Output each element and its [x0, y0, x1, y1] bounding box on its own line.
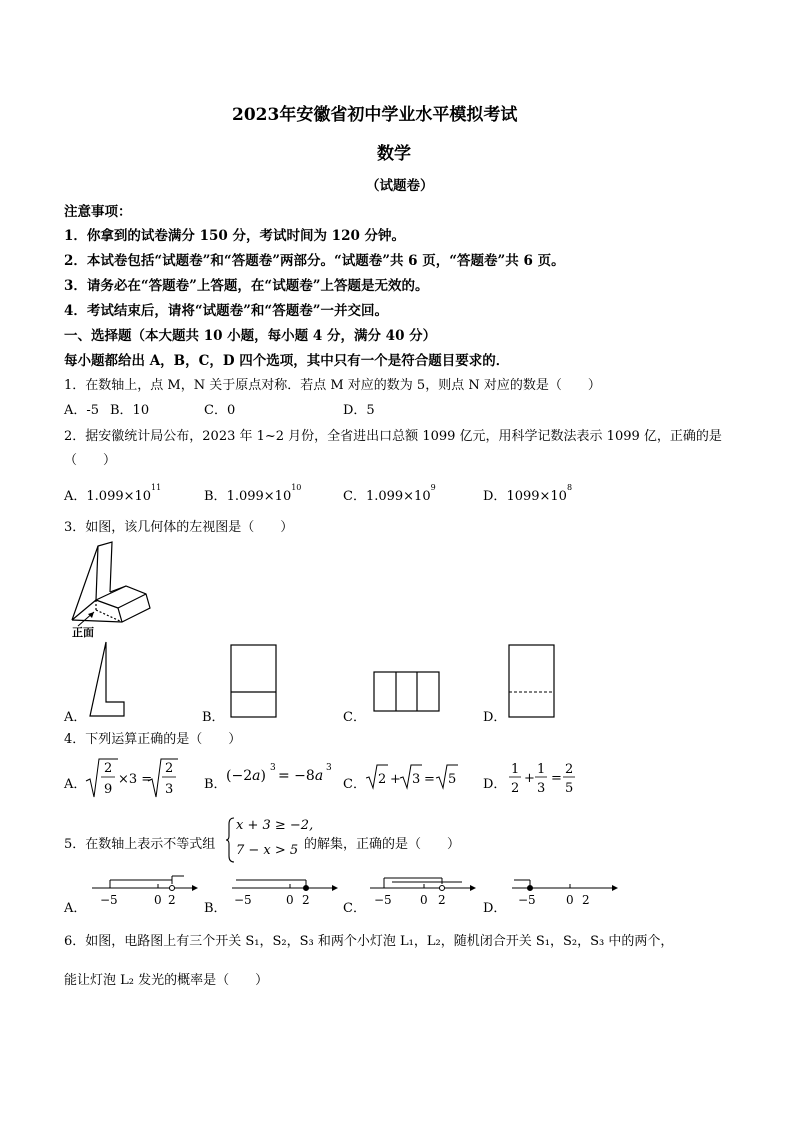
q3-option-c-figure — [373, 671, 441, 713]
svg-text:(−2a): (−2a) — [226, 768, 266, 784]
q5-option-a-numberline — [88, 874, 200, 910]
exam-title: 2023年安徽省初中学业水平模拟考试 — [232, 105, 518, 125]
q4-option-d-formula — [508, 758, 578, 798]
svg-text:2: 2 — [565, 762, 574, 777]
q3-option-a-figure — [88, 640, 128, 720]
svg-text:1: 1 — [511, 762, 520, 777]
q5-c-tick-neg5: −5 — [374, 893, 392, 907]
notice-item-3: 3．请务必在“答题卷”上答题，在“试题卷”上答题是无效的。 — [64, 278, 429, 294]
q5-label-b: B． — [204, 901, 227, 916]
notice-heading: 注意事项： — [64, 204, 132, 220]
q5-a-tick-0: 0 — [154, 893, 162, 907]
q2-exp-c: 9 — [430, 483, 436, 492]
q2-label-a: A． — [64, 489, 87, 504]
q5-b-tick-0: 0 — [286, 893, 294, 907]
svg-text:3: 3 — [412, 772, 421, 787]
svg-text:+: + — [524, 771, 535, 786]
q5-label-a: A． — [64, 901, 87, 916]
q3-front-label: 正面 — [72, 626, 94, 639]
svg-text:2: 2 — [378, 772, 387, 787]
section-heading: 一、选择题（本大题共 10 小题，每小题 4 分，满分 40 分） — [64, 328, 437, 344]
q5-ineq-2: 7 − x > 5 — [236, 843, 299, 858]
svg-text:3: 3 — [326, 763, 332, 773]
q2-stem: 2．据安徽统计局公布，2023 年 1~2 月份，全省进出口总额 1099 亿元，用科学记数法表示 1099 亿，正确的是 — [64, 429, 722, 444]
q2-exp-b: 10 — [291, 483, 302, 492]
q5-brace-icon — [225, 816, 235, 864]
section-instruction: 每小题都给出 A，B，C，D 四个选项，其中只有一个是符合题目要求的． — [64, 353, 510, 369]
q3-option-b-figure — [230, 644, 278, 720]
q6-line-2: 能让灯泡 L₂ 发光的概率是（ ） — [64, 973, 269, 988]
q5-b-tick-2: 2 — [302, 893, 310, 907]
q4-label-a: A． — [64, 777, 87, 792]
notice-item-1: 1．你拿到的试卷满分 150 分，考试时间为 120 分钟。 — [64, 228, 406, 244]
svg-text:1: 1 — [537, 762, 546, 777]
q4-label-c: C． — [343, 777, 366, 792]
q2-base-d: 1099×10 — [506, 489, 567, 504]
svg-text:5: 5 — [565, 781, 574, 796]
q5-d-tick-0: 0 — [566, 893, 574, 907]
q4-label-d: D． — [483, 777, 507, 792]
q5-c-tick-0: 0 — [420, 893, 428, 907]
q4-option-a-formula — [84, 755, 180, 803]
q3-option-d-figure — [508, 644, 556, 720]
svg-text:3: 3 — [270, 763, 276, 773]
q5-ineq-1: x + 3 ≥ −2, — [236, 818, 314, 833]
svg-text:×3 =: ×3 = — [118, 772, 153, 787]
q3-label-c: C． — [343, 710, 366, 725]
q4-option-c-formula — [366, 762, 462, 790]
svg-text:+: + — [390, 772, 401, 787]
svg-text:2: 2 — [165, 761, 174, 776]
q5-a-tick-2: 2 — [168, 893, 176, 907]
q2-option-c — [343, 485, 436, 504]
q5-label-d: D． — [483, 901, 507, 916]
svg-text:2: 2 — [511, 781, 520, 796]
q2-label-b: B． — [204, 489, 227, 504]
q5-option-b-numberline — [228, 874, 340, 910]
q4-stem: 4．下列运算正确的是（ ） — [64, 732, 242, 747]
q1-stem: 1．在数轴上，点 M，N 关于原点对称．若点 M 对应的数为 5，则点 N 对应的数是（ ） — [64, 378, 601, 393]
q5-b-tick-neg5: −5 — [234, 893, 252, 907]
svg-text:3: 3 — [537, 781, 546, 796]
svg-text:3: 3 — [165, 782, 174, 797]
q3-label-d: D． — [483, 710, 507, 725]
notice-item-2: 2．本试卷包括“试题卷”和“答题卷”两部分。“试题卷”共 6 页，“答题卷”共 6 页。 — [64, 253, 565, 269]
q5-stem-pre: 5．在数轴上表示不等式组 — [64, 837, 216, 852]
volume-label: （试题卷） — [366, 178, 434, 194]
q2-exp-d: 8 — [566, 483, 573, 492]
q2-option-b — [204, 485, 301, 504]
subject-title: 数学 — [377, 144, 411, 164]
q2-label-c: C． — [343, 489, 366, 504]
q3-label-a: A． — [64, 710, 87, 725]
q2-stem-cont: （ ） — [64, 453, 117, 468]
q5-stem-post: 的解集，正确的是（ ） — [304, 837, 461, 852]
q3-label-b: B． — [202, 710, 225, 725]
svg-text:=: = — [424, 772, 435, 787]
q2-option-a — [64, 485, 161, 504]
q3-stem: 3．如图，该几何体的左视图是（ ） — [64, 520, 294, 535]
q5-d-tick-neg5: −5 — [518, 893, 536, 907]
q5-d-tick-2: 2 — [582, 893, 590, 907]
q2-base-a: 1.099×10 — [86, 489, 152, 504]
notice-item-4: 4．考试结束后，请将“试题卷”和“答题卷”一并交回。 — [64, 303, 388, 319]
q1-option-c: C．0 — [204, 403, 236, 418]
q5-option-c-numberline — [366, 874, 478, 910]
svg-text:2: 2 — [104, 761, 113, 776]
svg-text:9: 9 — [104, 782, 113, 797]
q5-option-d-numberline — [508, 874, 620, 910]
q1-option-a: A．-5 — [64, 403, 100, 418]
q5-label-c: C． — [343, 901, 366, 916]
q2-label-d: D． — [483, 489, 507, 504]
q5-a-tick-neg5: −5 — [100, 893, 118, 907]
q1-option-d: D．5 — [343, 403, 375, 418]
q5-c-tick-2: 2 — [438, 893, 446, 907]
q2-exp-a: 11 — [151, 483, 162, 492]
svg-text:= −8a: = −8a — [278, 768, 324, 784]
q1-option-b: B．10 — [110, 403, 150, 418]
q2-base-b: 1.099×10 — [226, 489, 292, 504]
q4-option-b-formula — [226, 760, 336, 790]
q6-line-1: 6．如图，电路图上有三个开关 S₁，S₂，S₃ 和两个小灯泡 L₁，L₂，随机闭合开关 S₁，S₂，S₃ 中的两个， — [64, 934, 674, 949]
q2-base-c: 1.099×10 — [365, 489, 431, 504]
svg-text:5: 5 — [448, 772, 457, 787]
svg-text:=: = — [551, 771, 562, 786]
q2-option-d — [483, 485, 572, 504]
q4-label-b: B． — [204, 777, 227, 792]
